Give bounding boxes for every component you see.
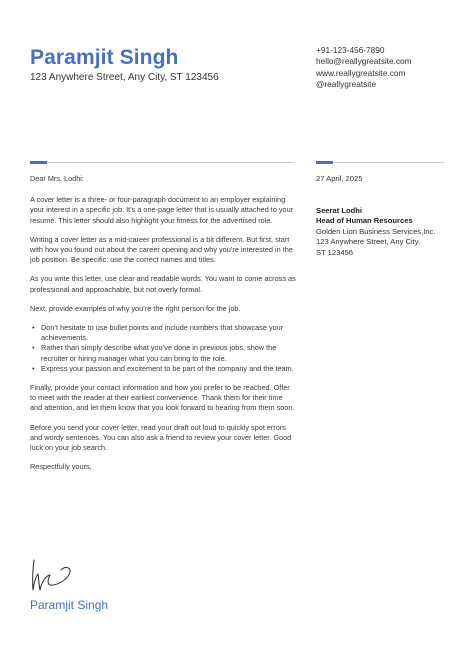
sender-address: 123 Anywhere Street, Any City, ST 123456 <box>30 72 219 83</box>
bullet-text: Don’t hesitate to use bullet points and include numbers that showcase your achievements. <box>41 323 284 343</box>
recipient-name: Seerat Lodhi <box>316 205 362 215</box>
list-item <box>30 323 296 343</box>
contact-block <box>316 45 412 90</box>
paragraph-3: As you write this letter, use clear and readable words. You want to come across as professional and approachable, but not overly formal. <box>30 274 296 294</box>
recipient-street: 123 Anywhere Street, Any City, <box>316 237 421 247</box>
handwritten-signature <box>28 554 78 598</box>
contact-website: www.reallygreatsite.com <box>316 67 406 78</box>
bullet-dot-icon: • <box>32 343 35 353</box>
contact-handle: @reallygreatsite <box>316 78 377 89</box>
signoff: Respectfully yours, <box>30 462 92 472</box>
paragraph-1: A cover letter is a three- or four-paragraph document to an employer explaining your interest in a specific job. It’s a one-page letter that is usually attached to your resume. This letter should also highlight your fitness for the advertised role. <box>30 195 294 225</box>
sender-name: Paramjit Singh <box>30 46 179 69</box>
list-item <box>30 343 296 363</box>
paragraph-4: Next, provide examples of why you’re the right person for the job. <box>30 303 241 313</box>
paragraph-2: Writing a cover letter as a mid-career professional is a bit different. But first, start with how you found out about the career opening and why you’re interested in the job position. Be specific: use the correct names and titles. <box>30 234 293 265</box>
greeting: Dear Mrs. Lodhi: <box>30 174 84 183</box>
letter-body <box>30 174 296 472</box>
recipient-state-zip: ST 123456 <box>316 247 354 257</box>
bullet-text: Rather than simply describe what you’ve done in previous jobs, show the recruiter or hiring manager what you can bring to the role. <box>41 343 277 363</box>
letter-date: 27 April, 2025 <box>316 174 363 183</box>
recipient-title: Head of Human Resources <box>316 216 413 226</box>
recipient-company: Golden Lion Business Services,Inc. <box>316 226 436 236</box>
bullet-dot-icon: • <box>32 363 35 373</box>
contact-email: hello@reallygreatsite.com <box>316 56 412 67</box>
divider-right-accent <box>316 161 333 164</box>
paragraph-6: Before you send your cover letter, read your draft out loud to quickly spot errors and wordy sentences. You can also ask a friend to review your cover letter. Good luck on your job search. <box>30 422 292 453</box>
divider-right <box>316 162 444 163</box>
contact-phone: +91-123-456-7890 <box>316 45 385 55</box>
bullet-list <box>30 323 296 374</box>
signature-name: Paramjit Singh <box>30 598 109 612</box>
bullet-dot-icon: • <box>32 323 35 333</box>
paragraph-5: Finally, provide your contact information and how you prefer to be reached. Offer to meet with the reader at their earliest convenience. Thank them for their time and attention, and let them know that you look forward to hearing from them soon. <box>30 383 295 413</box>
divider-left <box>30 162 294 163</box>
divider-left-accent <box>30 161 47 164</box>
recipient-block <box>316 174 456 259</box>
list-item <box>30 364 296 374</box>
bullet-text: Express your passion and excitement to be part of the company and the team. <box>41 363 294 373</box>
